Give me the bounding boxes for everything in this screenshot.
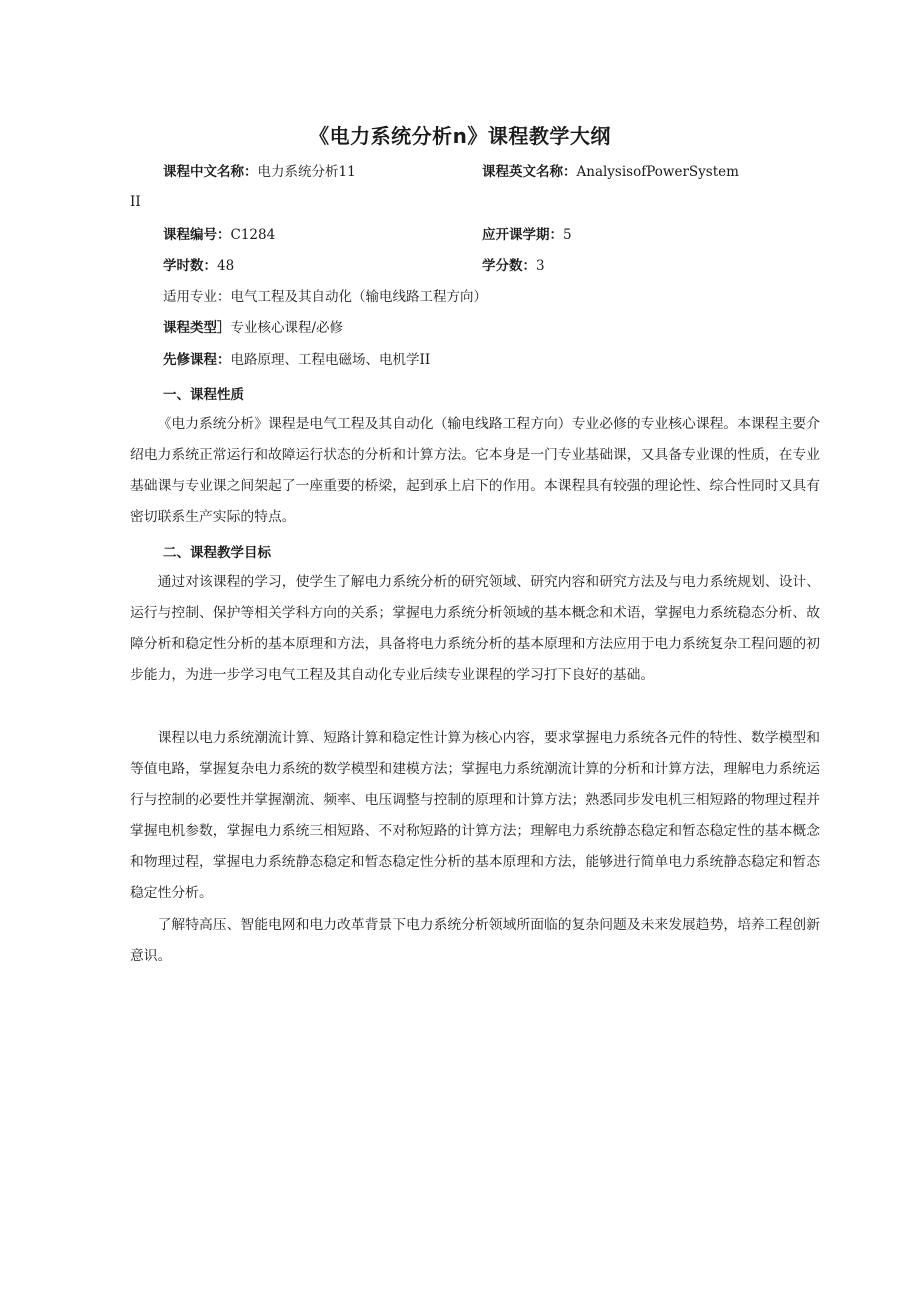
course-en-name-value: AnalysisofPowerSystem [576, 164, 739, 180]
course-credits-value: 3 [536, 258, 545, 274]
course-major [163, 287, 487, 307]
course-type [163, 318, 343, 338]
section-1-paragraph: 《电力系统分析》课程是电气工程及其自动化（输电线路工程方向）专业必修的专业核心课程。本课程主要介绍电力系统正常运行和故障运行状态的分析和计算方法。它本身是一门专业基础课，又具备专业课的性质，在专业基础课与专业课之间架起了一座重要的桥梁，起到承上启下的作用。本课程具有较强的理论性、综合性同时又具有密切联系生产实际的特点。 [130, 416, 820, 525]
course-code [163, 225, 275, 245]
course-major-line: 适用专业：电气工程及其自动化（输电线路工程方向） [163, 289, 487, 305]
course-prereq-label: 先修课程： [163, 352, 231, 368]
course-code-value: C1284 [230, 227, 276, 243]
course-type-label: 课程类型］ [163, 320, 231, 336]
course-prereq-value: 电路原理、工程电磁场、电机学II [230, 352, 431, 368]
course-en-name-label: 课程英文名称： [482, 164, 577, 180]
course-en-name-cont: II [130, 194, 141, 210]
course-type-value: 专业核心课程/必修 [230, 320, 344, 336]
course-hours-value: 48 [217, 258, 235, 274]
section-2-paragraph-3: 了解特高压、智能电网和电力改革背景下电力系统分析领域所面临的复杂问题及未来发展趋势，培养工程创新意识。 [130, 917, 820, 964]
section-2-paragraph-2: 课程以电力系统潮流计算、短路计算和稳定性计算为核心内容，要求掌握电力系统各元件的特性、数学模型和等值电路，掌握复杂电力系统的数学模型和建模方法；掌握电力系统潮流计算的分析和计算方法，理解电力系统运行与控制的必要性并掌握潮流、频率、电压调整与控制的原理和计算方法；熟悉同步发电机三相短路的物理过程并掌握电机参数，掌握电力系统三相短路、不对称短路的计算方法；理解电力系统静态稳定和暂态稳定性的基本概念和物理过程，掌握电力系统静态稳定和暂态稳定性分析的基本原理和方法，能够进行简单电力系统静态稳定和暂态稳定性分析。 [130, 730, 820, 901]
course-cn-name-label: 课程中文名称： [163, 164, 258, 180]
course-hours [163, 256, 234, 276]
course-prerequisites [163, 350, 430, 370]
section-2-heading: 二、课程教学目标 [163, 545, 271, 561]
course-semester [482, 225, 572, 245]
section-1-heading: 一、课程性质 [163, 387, 244, 403]
document-title: 《电力系统分析n》课程教学大纲 [309, 124, 611, 148]
course-semester-label: 应开课学期： [482, 227, 563, 243]
course-hours-label: 学时数： [163, 258, 217, 274]
course-credits-label: 学分数： [482, 258, 536, 274]
course-semester-value: 5 [563, 227, 572, 243]
course-credits [482, 256, 545, 276]
section-2-paragraph-1: 通过对该课程的学习，使学生了解电力系统分析的研究领域、研究内容和研究方法及与电力系统规划、设计、运行与控制、保护等相关学科方向的关系；掌握电力系统分析领域的基本概念和术语，掌握电力系统稳态分析、故障分析和稳定性分析的基本原理和方法，具备将电力系统分析的基本原理和方法应用于电力系统复杂工程问题的初步能力，为进一步学习电气工程及其自动化专业后续专业课程的学习打下良好的基础。 [130, 574, 820, 683]
course-en-name [482, 162, 739, 182]
course-cn-name-value: 电力系统分析11 [257, 164, 356, 180]
course-cn-name [163, 162, 356, 182]
course-en-name-continuation [130, 192, 141, 212]
course-code-label: 课程编号： [163, 227, 231, 243]
